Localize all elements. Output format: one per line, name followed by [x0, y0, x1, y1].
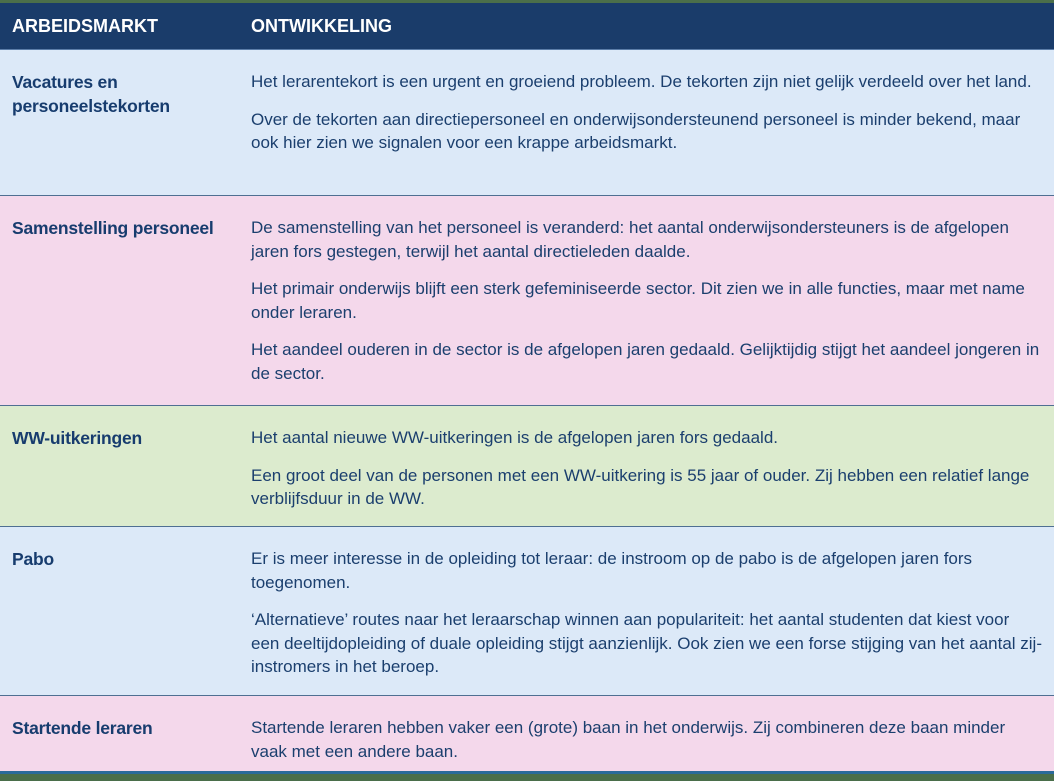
paragraph: Er is meer interesse in de opleiding tot leraar: de instroom op de pabo is de afgelopen jaren fors toegenomen.: [251, 549, 973, 592]
labour-market-table: [0, 3, 1054, 772]
row-topic: Pabo: [12, 549, 54, 569]
paragraph: Het lerarentekort is een urgent en groeiend probleem. De tekorten zijn niet gelijk verdeeld over het land.: [251, 72, 1032, 91]
table-row: [0, 696, 1054, 772]
paragraph: Het aantal nieuwe WW-uitkeringen is de afgelopen jaren fors gedaald.: [251, 428, 778, 447]
row-topic: WW-uitkeringen: [12, 428, 143, 448]
row-development: [251, 696, 1054, 772]
header-arbeidsmarkt: ARBEIDSMARKT: [12, 15, 158, 36]
row-development: [251, 406, 1054, 526]
paragraph: ‘Alternatieve’ routes naar het leraarschap winnen aan populariteit: het aantal studenten dat kiest voor een deeltijdopleiding of duale opleiding stijgt aanzienlijk. Ook zien we een forse stijging van het aantal zij-instromers in het beroep.: [251, 610, 1042, 676]
table-header: [0, 3, 1054, 50]
paragraph: Het aandeel ouderen in de sector is de afgelopen jaren gedaald. Gelijktijdig stijgt het aandeel jongeren in de sector.: [251, 340, 1040, 383]
table-row: [0, 406, 1054, 527]
paragraph: Een groot deel van de personen met een WW-uitkering is 55 jaar of ouder. Zij hebben een relatief lange verblijfsduur in de WW.: [251, 465, 1030, 508]
bottom-border-green: [0, 774, 1054, 781]
table-row: [0, 527, 1054, 696]
table-row: [0, 50, 1054, 196]
row-topic: Vacatures en personeelstekorten: [12, 72, 170, 116]
row-topic: Samenstelling personeel: [12, 218, 214, 238]
paragraph: Het primair onderwijs blijft een sterk gefeminiseerde sector. Dit zien we in alle functies, maar met name onder leraren.: [251, 279, 1025, 322]
table-row: [0, 196, 1054, 406]
paragraph: Startende leraren hebben vaker een (grote) baan in het onderwijs. Zij combineren deze baan minder vaak met een andere baan.: [251, 718, 1006, 761]
header-ontwikkeling: ONTWIKKELING: [251, 15, 392, 36]
paragraph: Over de tekorten aan directiepersoneel en onderwijsondersteunend personeel is minder bekend, maar ook hier zien we signalen voor een krappe arbeidsmarkt.: [251, 109, 1021, 152]
row-development: [251, 527, 1054, 695]
paragraph: De samenstelling van het personeel is veranderd: het aantal onderwijsondersteuners is de afgelopen jaren fors gestegen, terwijl het aantal directieleden daalde.: [251, 218, 1009, 261]
row-development: [251, 196, 1054, 405]
row-topic: Startende leraren: [12, 718, 153, 738]
row-development: [251, 50, 1054, 195]
